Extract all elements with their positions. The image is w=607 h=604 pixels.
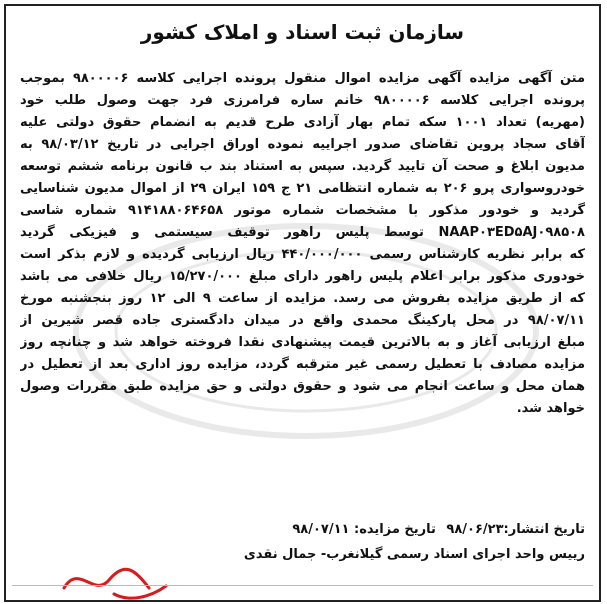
body-line: خودروسواری پرو ۲۰۶ به شماره انتظامی ۲۱ ج ۱۵۹ ایران ۲۹ از اموال مدیون شناسایی	[20, 181, 585, 196]
notice-frame	[4, 4, 601, 602]
body-line: آقای سجاد پروین تقاضای صدور اجراییه نموده اوراق اجرایی در تاریخ ۹۸/۰۳/۱۲ به	[20, 137, 585, 152]
body-line: مبلغ ارزیابی آغاز و به بالاترین قیمت پیشنهادی نقدا فروخته خواهد شد و چنانچه روز	[20, 335, 585, 350]
body-line: متن آگهی مزایده آگهی مزایده اموال منقول پرونده اجرایی کلاسه ۹۸۰۰۰۰۶ بموجب	[20, 71, 585, 86]
body-line: پرونده اجرایی کلاسه ۹۸۰۰۰۰۶ خانم ساره فرامرزی فرد جهت وصول طلب خود	[20, 93, 585, 108]
signatory: رییس واحد اجرای اسناد رسمی گیلانغرب- جمال نقدی	[243, 547, 585, 562]
body-line: NAAP۰۳ED۵AJ۰۹۸۵۰۸ توسط پلیس راهور توقیف سیستمی و فیزیکی گردید	[20, 225, 585, 240]
body-line: همان محل و ساعت انجام می شود و حقوق دولتی و حق مزایده طبق مقررات وصول	[20, 379, 585, 394]
body-line: (مهریه) تعداد ۱۰۰۱ سکه تمام بهار آزادی طرح قدیم به انضمام حقوق دولتی علیه	[20, 115, 585, 130]
notice-title: سازمان ثبت اسناد و املاک کشور	[140, 20, 465, 44]
bottom-divider	[12, 585, 593, 594]
body-line: ۹۸/۰۷/۱۱ در محل پارکینگ محمدی واقع در میدان دادگستری جاده قصر شیرین از	[20, 313, 585, 328]
dates-row	[286, 522, 585, 537]
body-line: مزایده مصادف با تعطیل رسمی غیر مترقبه گردد، مزایده روز اداری بعد از تعطیل در	[20, 357, 585, 372]
signature-mark	[54, 558, 174, 604]
body-line: که از طریق مزایده بفروش می رسد. مزایده از ساعت ۹ الی ۱۲ روز بنجشنبه مورخ	[20, 291, 585, 306]
auction-date: تاریخ مزایده: ۹۸/۰۷/۱۱	[292, 522, 436, 537]
body-line: گردید و خودور مذکور با مشخصات شماره موتور ۹۱۴۱۸۸۰۶۴۶۵۸ شماره شاسی	[20, 203, 585, 218]
notice-body	[20, 68, 585, 420]
publish-date: تاریخ انتشار:۹۸/۰۶/۲۳	[446, 522, 585, 537]
body-line: خودوری مذکور برابر اعلام پلیس راهور دارای مبلغ ۱۵/۲۷۰/۰۰۰ ریال خلافی می باشد	[20, 269, 585, 284]
body-line: که برابر نظریه کارشناس رسمی ۴۴۰/۰۰۰/۰۰۰ ریال ارزیابی گردیده و لازم بذکر است	[20, 247, 585, 262]
body-line: خواهد شد.	[516, 401, 585, 416]
body-line: مدیون ابلاغ و صحت آن تایید گردید. سپس به استناد بند ب قانون برنامه ششم توسعه	[20, 159, 585, 174]
